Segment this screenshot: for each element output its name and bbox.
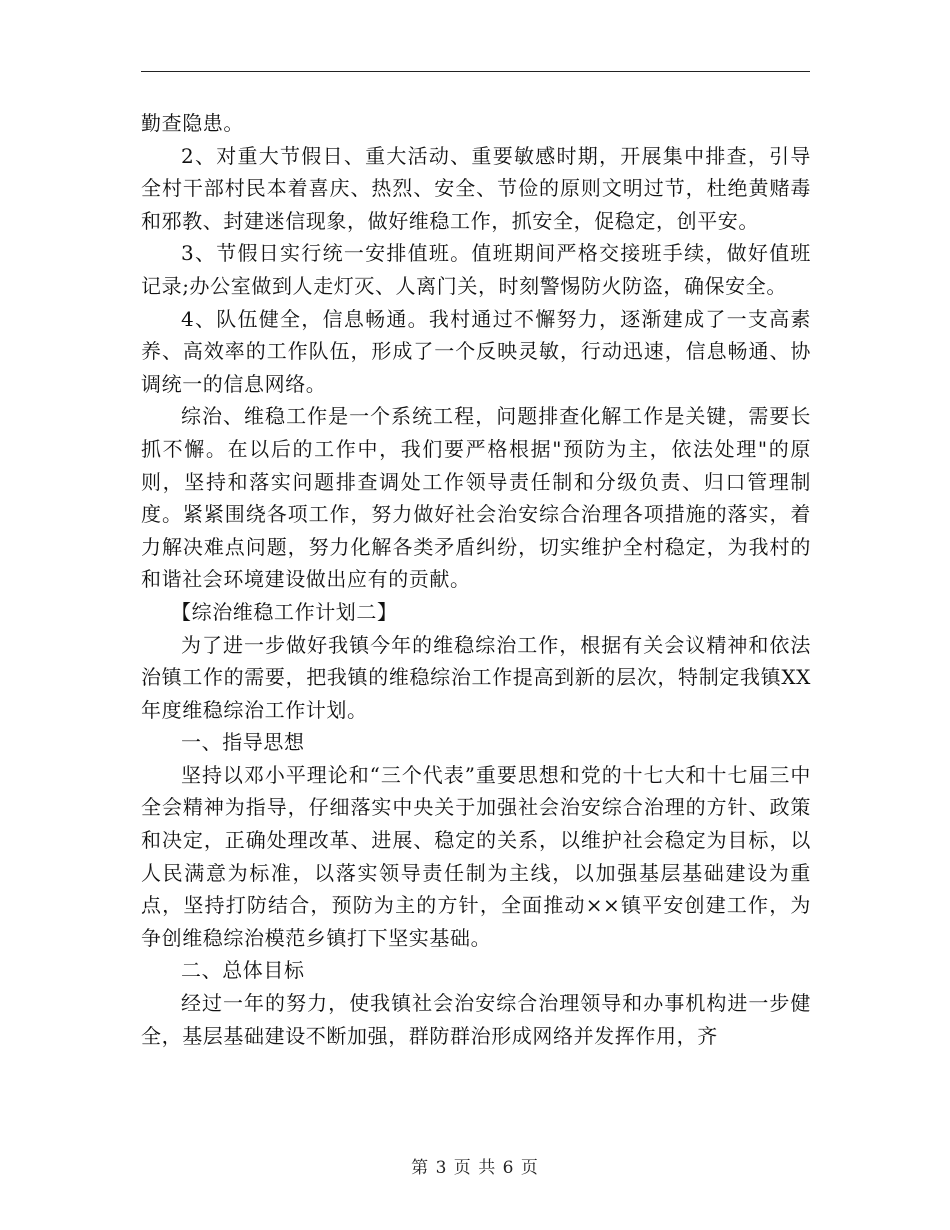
- header-rule: [141, 71, 810, 72]
- heading-overall-goal: 二、总体目标: [181, 958, 305, 983]
- paragraph-overall-goal: 经过一年的努力，使我镇社会治安综合治理领导和办事机构进一步健全，基层基础建设不断加强，群防群治形成网络并发挥作用，齐: [141, 991, 811, 1048]
- paragraph-continuation: 勤查隐患。: [141, 111, 244, 135]
- paragraph-item-4: 4、队伍健全，信息畅通。我村通过不懈努力，逐渐建成了一支高素养、高效率的工作队伍，形成了一个反映灵敏，行动迅速，信息畅通、协调统一的信息网络。: [141, 306, 811, 396]
- section-title-plan-two: 【综治维稳工作计划二】: [171, 599, 398, 624]
- heading-guiding-ideology: 一、指导思想: [181, 730, 305, 755]
- paragraph-item-2: 2、对重大节假日、重大活动、重要敏感时期，开展集中排查，引导全村干部村民本着喜庆、热烈、安全、节俭的原则文明过节，杜绝黄赌毒和邪教、封建迷信现象，做好维稳工作，抓安全，促稳定，创平安。: [141, 143, 811, 233]
- document-body: [141, 107, 811, 1052]
- paragraph-summary: 综治、维稳工作是一个系统工程，问题排查化解工作是关键，需要长抓不懈。在以后的工作中，我们要严格根据"预防为主，依法处理"的原则，坚持和落实问题排查调处工作领导责任制和分级负责、归口管理制度。紧紧围绕各项工作，努力做好社会治安综合治理各项措施的落实，着力解决难点问题，努力化解各类矛盾纠纷，切实维护全村稳定，为我村的和谐社会环境建设做出应有的贡献。: [141, 404, 811, 592]
- paragraph-item-3: 3、节假日实行统一安排值班。值班期间严格交接班手续，做好值班记录;办公室做到人走灯灭、人离门关，时刻警惕防火防盗，确保安全。: [141, 241, 811, 298]
- paragraph-guiding-ideology: 坚持以邓小平理论和“三个代表”重要思想和党的十七大和十七届三中全会精神为指导，仔细落实中央关于加强社会治安综合治理的方针、政策和决定，正确处理改革、进展、稳定的关系，以维护社会稳定为目标，以人民满意为标准，以落实领导责任制为主线，以加强基层基础建设为重点，坚持打防结合，预防为主的方针，全面推动××镇平安创建工作，为争创维稳综治模范乡镇打下坚实基础。: [141, 762, 811, 950]
- paragraph-plan-intro: 为了进一步做好我镇今年的维稳综治工作，根据有关会议精神和依法治镇工作的需要，把我镇的维稳综治工作提高到新的层次，特制定我镇XX年度维稳综治工作计划。: [141, 632, 811, 722]
- page-number: 第 3 页 共 6 页: [411, 1158, 539, 1178]
- page-footer: [0, 1153, 950, 1178]
